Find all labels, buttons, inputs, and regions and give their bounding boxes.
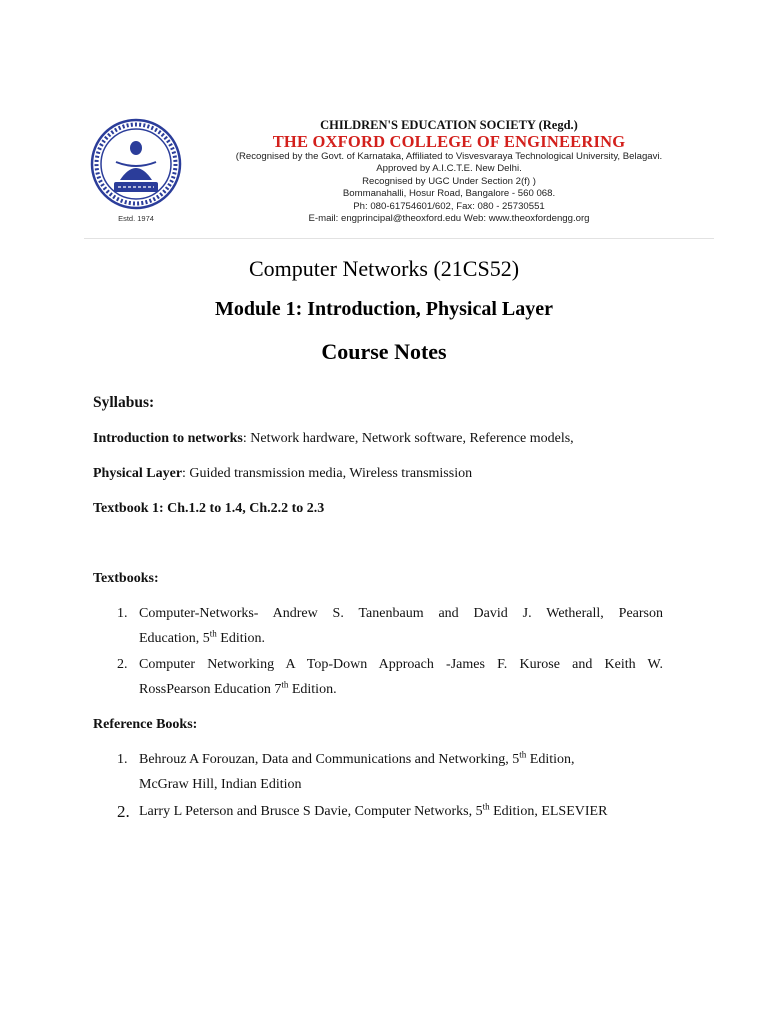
item-line: Behrouz A Forouzan, Data and Communications and Networking, 5th Edition, xyxy=(139,749,575,767)
textbooks-heading: Textbooks: xyxy=(93,571,159,586)
college-name: THE OXFORD COLLEGE OF ENGINEERING xyxy=(272,132,626,151)
intro-text: : Network hardware, Network software, Reference models, xyxy=(242,431,574,446)
ugc-line: Recognised by UGC Under Section 2(f) ) xyxy=(362,175,536,187)
phone-line: Ph: 080-61754601/602, Fax: 080 - 25730551 xyxy=(353,200,545,212)
established-year: Estd. 1974 xyxy=(118,214,154,223)
letterhead-text xyxy=(188,118,710,225)
item-line: RossPearson Education 7th Edition. xyxy=(139,679,337,697)
address-line: Bommanahalli, Hosur Road, Bangalore - 560 068. xyxy=(342,188,556,200)
item-number: 1. xyxy=(117,606,128,621)
item-number: 2. xyxy=(117,802,130,821)
letterhead xyxy=(84,100,714,239)
item-line: McGraw Hill, Indian Edition xyxy=(139,777,302,792)
society-name: CHILDREN'S EDUCATION SOCIETY (Regd.) xyxy=(320,118,578,132)
intro-label: Introduction to networks xyxy=(93,431,243,446)
physical-text: : Guided transmission media, Wireless transmission xyxy=(182,466,473,481)
reference-books-heading: Reference Books: xyxy=(93,717,198,732)
email-line: E-mail: engprincipal@theoxford.edu Web: www.theoxfordengg.org xyxy=(308,213,590,225)
item-line: Computer-Networks- Andrew S. Tanenbaum and David J. Wetherall, Pearson xyxy=(139,606,663,621)
course-title: Computer Networks (21CS52) xyxy=(248,256,520,281)
item-line: Larry L Peterson and Brusce S Davie, Computer Networks, 5th Edition, ELSEVIER xyxy=(139,801,608,819)
college-seal-icon xyxy=(90,118,182,210)
notes-title: Course Notes xyxy=(321,339,447,364)
syllabus-heading: Syllabus: xyxy=(93,394,155,411)
approval-line: Approved by A.I.C.T.E. New Delhi. xyxy=(376,163,522,175)
item-number: 1. xyxy=(117,752,128,767)
syllabus-intro-row xyxy=(93,431,574,447)
list-item xyxy=(117,799,663,824)
module-title: Module 1: Introduction, Physical Layer xyxy=(215,298,553,320)
item-line: Computer Networking A Top-Down Approach -James F. Kurose and Keith W. xyxy=(139,657,663,672)
textbook-chapters: Textbook 1: Ch.1.2 to 1.4, Ch.2.2 to 2.3 xyxy=(93,501,325,516)
list-item xyxy=(117,652,663,702)
item-line: Education, 5th Edition. xyxy=(139,628,266,646)
recognition-line: (Recognised by the Govt. of Karnataka, Affiliated to Visvesvaraya Technological University, Belagavi. xyxy=(235,151,663,162)
item-number: 2. xyxy=(117,657,128,672)
physical-label: Physical Layer xyxy=(93,466,183,481)
list-item xyxy=(117,601,663,651)
list-item xyxy=(117,747,663,797)
syllabus-physical-row xyxy=(93,466,472,482)
